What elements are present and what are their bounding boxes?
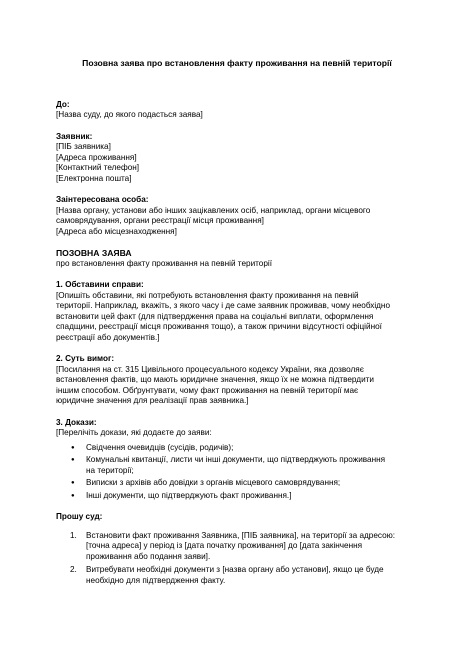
applicant-name: [ПІБ заявника] bbox=[56, 142, 111, 151]
circumstances-line: встановити цей факт (для підтвердження права на соціальні виплати, оформлення bbox=[56, 311, 374, 321]
applicant-section bbox=[56, 132, 418, 185]
list-item-number: 1. bbox=[70, 530, 77, 540]
circumstances-line: території. Наприклад, вкажіть, з якого часу і де саме заявник проживав, чому необхідно bbox=[56, 301, 391, 310]
document-title: Позовна заява про встановлення факту проживання на певній території bbox=[82, 58, 392, 68]
circumstances-line: [Опишіть обставини, які потребують встановлення факту проживання на певній bbox=[56, 290, 359, 300]
to-court: [Назва суду, до якого подасться заява] bbox=[56, 110, 203, 119]
list-item-text: на території; bbox=[86, 465, 134, 475]
applicant-address: [Адреса проживання] bbox=[56, 152, 137, 162]
list-item-text: ● Виписки з архівів або довідки з органів місцевого самоврядування; bbox=[86, 478, 341, 487]
evidence-section bbox=[56, 418, 418, 502]
interested-address: [Адреса або місцезнаходження] bbox=[56, 226, 177, 236]
circumstances-line: реєстрації або документів.] bbox=[56, 332, 160, 342]
list-item bbox=[56, 531, 418, 563]
interested-section bbox=[56, 195, 418, 237]
demands-section bbox=[56, 354, 418, 407]
request-section bbox=[56, 512, 418, 586]
list-item-text: необхідно для підтвердження факту. bbox=[86, 575, 226, 585]
list-item-text: [точна адреса] у період із [дата початку проживання] до [дата закінчення bbox=[86, 541, 363, 550]
demands-line: юридичне значення для реалізації прав заявника.] bbox=[56, 396, 249, 405]
evidence-intro: [Перелічіть докази, які додаєте до заяви: bbox=[56, 428, 212, 437]
list-item bbox=[56, 491, 418, 502]
applicant-phone: [Контактний телефон] bbox=[56, 163, 140, 172]
applicant-label: Заявник: bbox=[56, 131, 93, 141]
applicant-email: [Електронна пошта] bbox=[56, 173, 132, 183]
list-item bbox=[56, 478, 418, 489]
evidence-list bbox=[56, 443, 418, 502]
circumstances-line: спадщини, реєстрації місця проживання тощо), а також причини відсутності офіційної bbox=[56, 322, 382, 331]
list-item-text: ● Свідчення очевидців (сусідів, родичів); bbox=[86, 442, 234, 452]
claim-heading: ПОЗОВНА ЗАЯВА bbox=[56, 248, 132, 258]
to-label: До: bbox=[56, 99, 70, 109]
list-item bbox=[56, 565, 418, 586]
interested-label: Заінтересована особа: bbox=[56, 195, 149, 204]
list-item-text: ● Інші документи, що підтверджують факт проживання.] bbox=[86, 490, 292, 500]
demands-label: 2. Суть вимог: bbox=[56, 354, 115, 363]
demands-line: іншим способом. Обґрунтувати, чому факт проживання на певній території має bbox=[56, 385, 359, 395]
request-list bbox=[56, 531, 418, 587]
circumstances-label: 1. Обставини справи: bbox=[56, 280, 144, 289]
list-item-text: проживання або подання заяви]. bbox=[86, 551, 211, 561]
interested-line: [Назва органу, установи або інших зацікавлених осіб, наприклад, органи місцевого bbox=[56, 205, 371, 215]
demands-line: встановлення фактів, що мають юридичне значення, якщо їх не можна підтвердити bbox=[56, 375, 374, 384]
to-section bbox=[56, 100, 418, 121]
evidence-label: 3. Докази: bbox=[56, 417, 97, 427]
request-label: Прошу суд: bbox=[56, 512, 103, 521]
demands-line: [Посилання на ст. 315 Цивільного процесуального кодексу України, яка дозволяє bbox=[56, 364, 364, 374]
claim-subheading: про встановлення факту проживання на певній території bbox=[56, 258, 273, 268]
circumstances-section bbox=[56, 280, 418, 343]
list-item-text: ● Комунальні квитанції, листи чи інші документи, що підтверджують проживання bbox=[86, 455, 386, 464]
claim-heading-section bbox=[56, 248, 418, 269]
list-item-number: 2. bbox=[70, 565, 77, 574]
list-item-text: Встановити факт проживання Заявника, [ПІБ заявника], на території за адресою: bbox=[86, 530, 396, 540]
interested-line: самоврядування, органи реєстрації місця проживання] bbox=[56, 216, 264, 225]
list-item-text: Витребувати необхідні документи з [назва органу або установи], якщо це буде bbox=[86, 565, 384, 574]
list-item bbox=[56, 455, 418, 476]
list-item bbox=[56, 443, 418, 454]
